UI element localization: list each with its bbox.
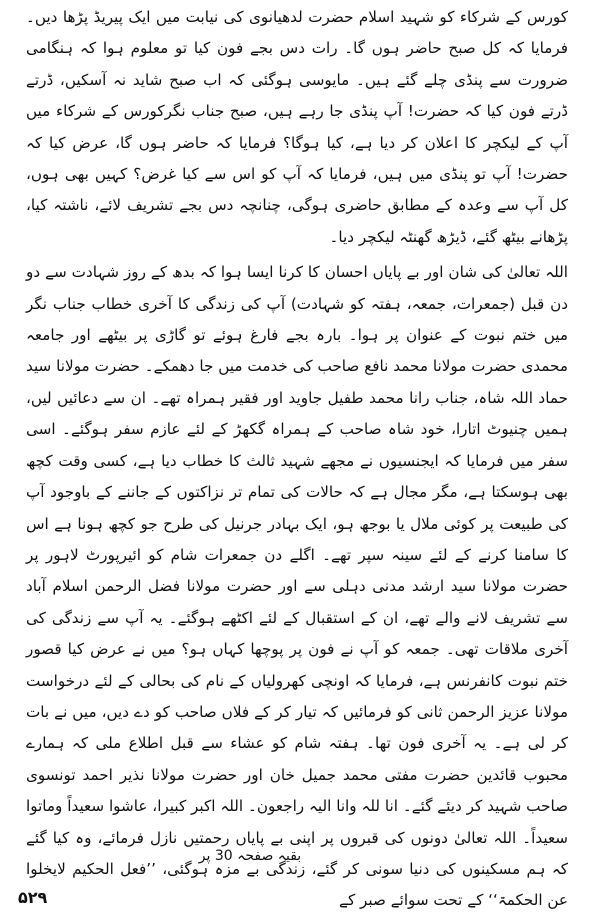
continued-note: بقیہ صفحہ 30 پر — [198, 848, 302, 864]
page-number: ۵۲۹ — [18, 888, 48, 907]
paragraph-2: اللہ تعالیٰ کی شان اور بے پایاں احسان کا کرنا ایسا ہوا کہ بدھ کے روز شہادت سے دو دن قبل (جمعرات، جمعہ، ہفتہ کو شہادت) آپ کی زندگی کا آخری خطاب جناب نگر میں ختم نبوت کے عنوان پر ہوا۔ بارہ بجے فارغ ہوئے تو گاڑی پر بیٹھے اور جامعہ محمدی حضرت مولانا محمد نافع صاحب کی خدمت میں جا دھمکے۔ حضرت مولانا سید حماد اللہ شاہ، جناب رانا محمد طفیل جاوید اور فقیر ہمراہ تھے۔ ان سے دعائیں لیں، ہمیں چنیوٹ اتارا، خود شاہ صاحب کے ہمراہ گکھڑ کے لئے عازم سفر ہوگئے۔ اسی سفر میں فرمایا کہ ایجنسیوں نے مجھے شہید ثالث کا خطاب دیا ہے، کسی وقت کچھ بھی ہوسکتا ہے، مگر مجال ہے کہ حالات کی تمام تر نزاکتوں کے جاننے کے باوجود آپ کی طبیعت پر کوئی ملال یا بوجھ ہو، ایک بہادر جرنیل کی طرح جو کچھ ہونا ہے اس کا سامنا کرنے کے لئے سینہ سپر تھے۔ اگلے دن جمعرات شام کو ائیرپورٹ لاہور پر حضرت مولانا سید ارشد مدنی دہلی سے اور حضرت مولانا فضل الرحمن اسلام آباد سے تشریف لانے والے تھے، ان کے استقبال کے لئے اکٹھے ہوگئے۔ یہ آپ سے زندگی کی آخری ملاقات تھی۔ جمعہ کو آپ نے فون پر پوچھا کہاں ہو؟ میں نے عرض کیا قصور ختم نبوت کانفرنس ہے، فرمایا کہ اونچی کھرولیاں کے نام کی بحالی کے لئے درخواست مولانا عزیز الرحمن ثانی کو فرمائیں کہ تیار کر کے فلاں صاحب کو دے دیں، میں نے بات کر لی ہے۔ یہ آخری فون تھا۔ ہفتہ شام کو عشاء سے قبل اطلاع ملی کہ ہمارے محبوب قائدین حضرت مفتی محمد جمیل خان اور حضرت مولانا نذیر احمد تونسوی صاحب شہید کر دیئے گئے۔ انا للہ وانا الیہ راجعون۔ اللہ اکبر کبیرا، عاشوا سعیداً وماتوا سعیداً۔ اللہ تعالیٰ دونوں کی قبروں پر اپنی بے پایاں رحمتیں نازل فرمائے، وہ کیا گئے کہ ہم مسکینوں کی دنیا سونی کر گئے، زندگی بے مزہ ہوگئی، ’’فعل الحکیم لایخلوا عن الحکمۃ‘‘ کے تحت سوائے صبر کے — [26, 263, 568, 910]
paragraph-1: کورس کے شرکاء کو شہید اسلام حضرت لدھیانوی کی نیابت میں ایک پیریڈ پڑھا دیں۔ فرمایا کہ کل صبح حاضر ہوں گا۔ رات دس بجے فون کیا تو معلوم ہوا کہ ہنگامی ضرورت سے پنڈی چلے گئے ہیں۔ مایوسی ہوگئی کہ اب صبح شاید نہ آسکیں، ڈرتے ڈرتے فون کیا کہ حضرت! آپ پنڈی جا رہے ہیں، صبح جناب نگرکورس کے شرکاء میں آپ کے لیکچر کا اعلان کر دیا ہے، کیا ہوگا؟ فرمایا کہ حاضر ہوں گا، عرض کیا کہ حضرت! آپ تو پنڈی میں ہیں، فرمایا کہ آپ کو اس سے کیا غرض؟ کہیں بھی ہوں، کل آپ سے وعدہ کے مطابق حاضری ہوگی، چنانچہ دس بجے تشریف لائے، ناشتہ کیا، پڑھانے بیٹھ گئے، ڈیڑھ گھنٹہ لیکچر دیا۔ — [26, 8, 568, 246]
body-text — [26, 2, 568, 917]
